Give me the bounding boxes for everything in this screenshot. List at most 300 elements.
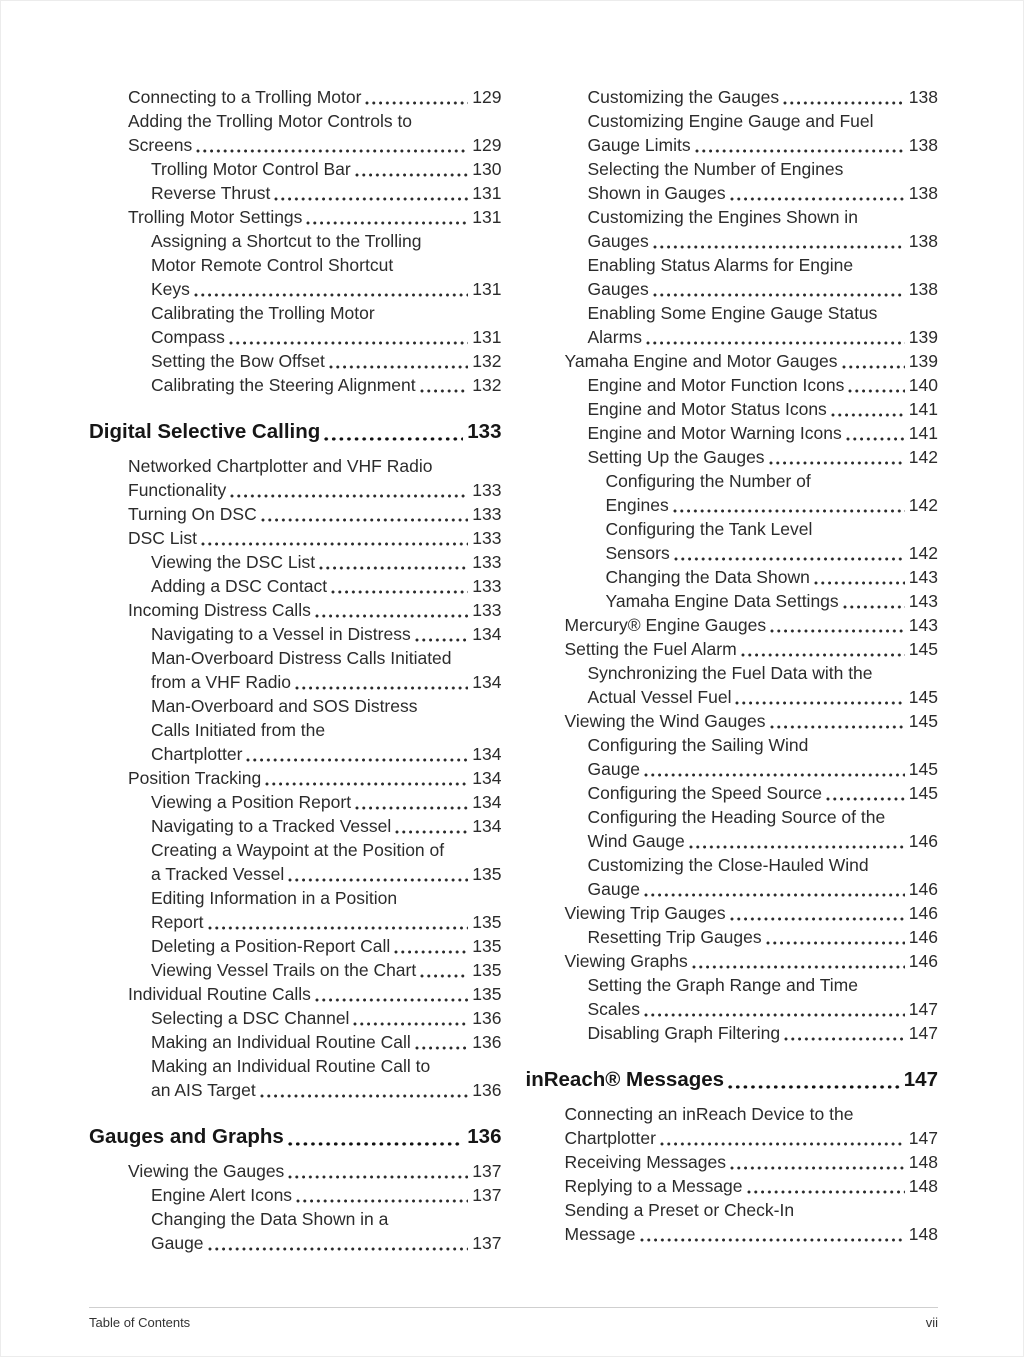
toc-entry-title: Gauges and Graphs bbox=[89, 1125, 284, 1148]
toc-leader-dots bbox=[843, 605, 905, 609]
toc-entry[interactable] bbox=[526, 349, 939, 373]
toc-entry-title: Calibrating the Steering Alignment bbox=[151, 375, 416, 395]
toc-leader-dots bbox=[692, 965, 905, 969]
toc-leader-dots bbox=[353, 1022, 468, 1026]
toc-leader-dots bbox=[246, 758, 468, 762]
toc-leader-dots bbox=[296, 1199, 468, 1203]
toc-entry-last-line bbox=[565, 637, 939, 661]
toc-entry-title: Navigating to a Vessel in Distress bbox=[151, 624, 411, 644]
toc-entry[interactable] bbox=[526, 925, 939, 949]
toc-entry-line: Man-Overboard and SOS Distress bbox=[151, 696, 418, 716]
toc-entry[interactable] bbox=[89, 982, 502, 1006]
toc-page-number: 134 bbox=[472, 816, 502, 836]
toc-entry-title: Engine and Motor Function Icons bbox=[587, 375, 845, 395]
toc-entry-last-line bbox=[565, 709, 939, 733]
toc-entry-title: Configuring the Speed Source bbox=[587, 783, 822, 803]
toc-entry-last-line bbox=[151, 1231, 502, 1255]
toc-page-number: 131 bbox=[472, 279, 502, 299]
toc-entry-last-line bbox=[128, 133, 502, 157]
toc-leader-dots bbox=[261, 518, 469, 522]
toc-page-number: 135 bbox=[472, 936, 502, 956]
toc-entry-title: Functionality bbox=[128, 480, 227, 500]
toc-entry[interactable] bbox=[89, 550, 502, 574]
toc-entry[interactable] bbox=[526, 1021, 939, 1045]
toc-entry-title: Deleting a Position-Report Call bbox=[151, 936, 391, 956]
toc-leader-dots bbox=[689, 845, 905, 849]
toc-leader-dots bbox=[208, 926, 469, 930]
toc-leader-dots bbox=[644, 1013, 905, 1017]
toc-page-number: 131 bbox=[472, 183, 502, 203]
toc-entry-last-line bbox=[588, 1021, 939, 1045]
toc-entry-title: Engine and Motor Status Icons bbox=[587, 399, 827, 419]
toc-entry-last-line bbox=[588, 85, 939, 109]
toc-entry[interactable] bbox=[526, 589, 939, 613]
toc-entry-last-line bbox=[151, 862, 502, 886]
toc-entry[interactable] bbox=[89, 1159, 502, 1183]
toc-entry-line: Enabling Some Engine Gauge Status bbox=[587, 303, 878, 323]
toc-entry-last-line bbox=[151, 670, 502, 694]
toc-entry[interactable] bbox=[89, 1054, 502, 1102]
toc-entry-last-line bbox=[89, 418, 502, 445]
toc-entry-last-line bbox=[565, 1174, 939, 1198]
toc-entry-last-line bbox=[151, 349, 502, 373]
toc-entry-last-line bbox=[128, 526, 502, 550]
toc-leader-dots bbox=[769, 461, 905, 465]
footer-section-label: Table of Contents bbox=[89, 1315, 191, 1330]
toc-entry[interactable] bbox=[89, 1183, 502, 1207]
toc-page-number: 146 bbox=[908, 951, 938, 971]
toc-leader-dots bbox=[747, 1190, 905, 1194]
toc-entry-last-line bbox=[151, 958, 502, 982]
toc-page-number: 145 bbox=[908, 711, 938, 731]
toc-entry[interactable] bbox=[526, 397, 939, 421]
toc-entry[interactable] bbox=[526, 709, 939, 733]
toc-entry-title: Connecting to a Trolling Motor bbox=[128, 87, 362, 107]
toc-entry-title: from a VHF Radio bbox=[151, 672, 292, 692]
toc-entry-title: Gauges bbox=[587, 279, 649, 299]
toc-entry[interactable] bbox=[89, 181, 502, 205]
toc-entry[interactable] bbox=[89, 526, 502, 550]
toc-leader-dots bbox=[365, 101, 468, 105]
toc-entry-line: Man-Overboard Distress Calls Initiated bbox=[151, 648, 452, 668]
toc-leader-dots bbox=[420, 389, 469, 393]
toc-entry-line: Assigning a Shortcut to the Trolling bbox=[151, 231, 422, 251]
toc-section-heading[interactable] bbox=[89, 418, 502, 445]
toc-leader-dots bbox=[646, 341, 905, 345]
toc-entry-line: Motor Remote Control Shortcut bbox=[151, 255, 394, 275]
toc-page-number: 135 bbox=[472, 960, 502, 980]
toc-entry[interactable] bbox=[526, 1198, 939, 1246]
toc-entry-title: Viewing Vessel Trails on the Chart bbox=[151, 960, 417, 980]
toc-entry[interactable] bbox=[526, 373, 939, 397]
toc-entry-last-line bbox=[526, 1066, 939, 1093]
toc-page-number: 141 bbox=[908, 423, 938, 443]
toc-leader-dots bbox=[695, 149, 905, 153]
toc-entry-last-line bbox=[588, 757, 939, 781]
toc-page-number: 134 bbox=[472, 792, 502, 812]
toc-entry-last-line bbox=[588, 373, 939, 397]
toc-page-number: 133 bbox=[472, 504, 502, 524]
toc-entry-last-line bbox=[565, 613, 939, 637]
toc-page-number: 141 bbox=[908, 399, 938, 419]
toc-entry[interactable] bbox=[89, 1207, 502, 1255]
toc-entry-title: Incoming Distress Calls bbox=[128, 600, 311, 620]
toc-entry[interactable] bbox=[89, 1006, 502, 1030]
toc-entry-last-line bbox=[151, 622, 502, 646]
toc-entry-last-line bbox=[588, 877, 939, 901]
toc-entry-title: Yamaha Engine and Motor Gauges bbox=[564, 351, 838, 371]
toc-page-number: 146 bbox=[908, 879, 938, 899]
toc-entry-line: Configuring the Tank Level bbox=[605, 519, 813, 539]
toc-entry-last-line bbox=[588, 685, 939, 709]
toc-entry[interactable] bbox=[526, 613, 939, 637]
toc-entry[interactable] bbox=[526, 1150, 939, 1174]
toc-entry[interactable] bbox=[526, 469, 939, 517]
toc-entry[interactable] bbox=[89, 598, 502, 622]
toc-entry[interactable] bbox=[89, 838, 502, 886]
toc-entry-last-line bbox=[565, 949, 939, 973]
toc-entry-title: Setting Up the Gauges bbox=[587, 447, 765, 467]
toc-leader-dots bbox=[784, 1037, 905, 1041]
toc-entry-last-line bbox=[588, 781, 939, 805]
toc-entry-last-line bbox=[151, 157, 502, 181]
toc-page-number: 148 bbox=[908, 1176, 938, 1196]
toc-entry[interactable] bbox=[89, 622, 502, 646]
toc-entry[interactable] bbox=[89, 766, 502, 790]
toc-entry-line: Customizing the Engines Shown in bbox=[587, 207, 858, 227]
toc-leader-dots bbox=[766, 941, 905, 945]
toc-leader-dots bbox=[194, 293, 468, 297]
toc-leader-dots bbox=[196, 149, 468, 153]
toc-entry[interactable] bbox=[89, 349, 502, 373]
toc-page-number: 143 bbox=[908, 567, 938, 587]
toc-entry[interactable] bbox=[526, 901, 939, 925]
toc-page-number: 130 bbox=[472, 159, 502, 179]
toc-entry-line: Configuring the Number of bbox=[605, 471, 811, 491]
toc-page-number: 133 bbox=[472, 552, 502, 572]
toc-entry[interactable] bbox=[526, 733, 939, 781]
toc-leader-dots bbox=[324, 437, 463, 442]
toc-entry-line: Calls Initiated from the bbox=[151, 720, 326, 740]
toc-page-number: 131 bbox=[472, 327, 502, 347]
toc-page-number: 138 bbox=[908, 135, 938, 155]
toc-entry[interactable] bbox=[526, 445, 939, 469]
toc-entry[interactable] bbox=[89, 934, 502, 958]
toc-leader-dots bbox=[660, 1142, 905, 1146]
toc-leader-dots bbox=[728, 1085, 900, 1090]
toc-entry-title: Turning On DSC bbox=[128, 504, 257, 524]
toc-entry[interactable] bbox=[526, 85, 939, 109]
toc-page-number: 137 bbox=[472, 1233, 502, 1253]
toc-entry-title: Viewing a Position Report bbox=[151, 792, 352, 812]
toc-page-number: 147 bbox=[908, 1128, 938, 1148]
toc-entry-last-line bbox=[588, 277, 939, 301]
toc-leader-dots bbox=[741, 653, 905, 657]
toc-entry-last-line bbox=[151, 814, 502, 838]
toc-leader-dots bbox=[265, 782, 468, 786]
toc-entry-last-line bbox=[151, 550, 502, 574]
toc-entry[interactable] bbox=[89, 1030, 502, 1054]
toc-section-heading[interactable] bbox=[89, 1123, 502, 1150]
toc-entry[interactable] bbox=[526, 973, 939, 1021]
toc-entry[interactable] bbox=[526, 1102, 939, 1150]
toc-page-number: 147 bbox=[908, 999, 938, 1019]
toc-entry-last-line bbox=[588, 133, 939, 157]
toc-page-number: 138 bbox=[908, 279, 938, 299]
toc-entry[interactable] bbox=[526, 637, 939, 661]
toc-leader-dots bbox=[319, 566, 468, 570]
toc-entry[interactable] bbox=[526, 301, 939, 349]
toc-leader-dots bbox=[394, 950, 468, 954]
toc-entry-title: Mercury® Engine Gauges bbox=[564, 615, 767, 635]
toc-entry[interactable] bbox=[526, 1174, 939, 1198]
toc-entry[interactable] bbox=[89, 205, 502, 229]
toc-section-heading[interactable] bbox=[526, 1066, 939, 1093]
toc-page-number: 131 bbox=[472, 207, 502, 227]
toc-page-number: 129 bbox=[472, 135, 502, 155]
toc-entry-last-line bbox=[128, 85, 502, 109]
toc-entry-title: Trolling Motor Settings bbox=[128, 207, 303, 227]
toc-entry[interactable] bbox=[526, 157, 939, 205]
toc-leader-dots bbox=[644, 773, 905, 777]
toc-page-number: 133 bbox=[472, 576, 502, 596]
toc-entry[interactable] bbox=[89, 454, 502, 502]
toc-entry-last-line bbox=[588, 325, 939, 349]
toc-entry-title: Wind Gauge bbox=[587, 831, 685, 851]
toc-entry-line: Sending a Preset or Check-In bbox=[564, 1200, 795, 1220]
toc-entry-title: Compass bbox=[151, 327, 225, 347]
toc-page-number: 134 bbox=[472, 744, 502, 764]
toc-entry-last-line bbox=[151, 1078, 502, 1102]
toc-entry-title: Reverse Thrust bbox=[151, 183, 271, 203]
toc-entry[interactable] bbox=[526, 949, 939, 973]
toc-entry-title: Making an Individual Routine Call bbox=[151, 1032, 411, 1052]
toc-entry-title: Sensors bbox=[605, 543, 670, 563]
toc-page-number: 143 bbox=[908, 615, 938, 635]
toc-page-number: 134 bbox=[472, 624, 502, 644]
toc-entry-last-line bbox=[128, 982, 502, 1006]
table-of-contents bbox=[89, 85, 938, 1255]
toc-page-number: 147 bbox=[908, 1023, 938, 1043]
toc-entry-last-line bbox=[151, 574, 502, 598]
toc-entry-line: Calibrating the Trolling Motor bbox=[151, 303, 375, 323]
toc-page-number: 146 bbox=[908, 927, 938, 947]
toc-entry-title: Actual Vessel Fuel bbox=[587, 687, 732, 707]
toc-entry-last-line bbox=[151, 910, 502, 934]
toc-entry[interactable] bbox=[89, 157, 502, 181]
toc-page-number: 139 bbox=[908, 327, 938, 347]
toc-page-number: 138 bbox=[908, 87, 938, 107]
toc-entry-line: Configuring the Heading Source of the bbox=[587, 807, 886, 827]
toc-entry-title: Setting the Bow Offset bbox=[151, 351, 325, 371]
toc-entry-title: Viewing Graphs bbox=[564, 951, 688, 971]
toc-leader-dots bbox=[274, 197, 468, 201]
toc-entry[interactable] bbox=[89, 502, 502, 526]
toc-column-right bbox=[526, 85, 939, 1246]
toc-leader-dots bbox=[415, 638, 469, 642]
toc-leader-dots bbox=[315, 614, 468, 618]
toc-entry-last-line bbox=[588, 829, 939, 853]
toc-page-number: 139 bbox=[908, 351, 938, 371]
toc-entry-last-line bbox=[151, 181, 502, 205]
toc-page-number: 148 bbox=[908, 1224, 938, 1244]
toc-entry-line: Enabling Status Alarms for Engine bbox=[587, 255, 854, 275]
toc-leader-dots bbox=[208, 1247, 469, 1251]
toc-page-number: 137 bbox=[472, 1185, 502, 1205]
toc-entry[interactable] bbox=[89, 694, 502, 766]
toc-leader-dots bbox=[653, 245, 905, 249]
toc-entry-title: Scales bbox=[587, 999, 641, 1019]
toc-page-number: 135 bbox=[472, 864, 502, 884]
toc-entry-title: Digital Selective Calling bbox=[89, 420, 321, 443]
toc-entry-line: Customizing the Close-Hauled Wind bbox=[587, 855, 869, 875]
toc-entry-title: inReach® Messages bbox=[525, 1068, 725, 1091]
toc-entry[interactable] bbox=[526, 109, 939, 157]
toc-leader-dots bbox=[673, 509, 905, 513]
toc-entry[interactable] bbox=[89, 301, 502, 349]
toc-leader-dots bbox=[395, 830, 468, 834]
toc-entry-title: Changing the Data Shown bbox=[605, 567, 810, 587]
toc-leader-dots bbox=[826, 797, 905, 801]
toc-entry-line: Editing Information in a Position bbox=[151, 888, 398, 908]
toc-entry-last-line bbox=[588, 229, 939, 253]
toc-entry[interactable] bbox=[89, 790, 502, 814]
toc-entry-line: Changing the Data Shown in a bbox=[151, 1209, 389, 1229]
toc-entry[interactable] bbox=[89, 574, 502, 598]
toc-entry-title: Receiving Messages bbox=[564, 1152, 726, 1172]
toc-entry-last-line bbox=[151, 373, 502, 397]
toc-page-number: 146 bbox=[908, 831, 938, 851]
toc-page-number: 137 bbox=[472, 1161, 502, 1181]
toc-page-number: 133 bbox=[472, 600, 502, 620]
toc-entry-title: Chartplotter bbox=[564, 1128, 656, 1148]
toc-entry-title: Keys bbox=[151, 279, 190, 299]
toc-leader-dots bbox=[814, 581, 905, 585]
toc-entry-title: DSC List bbox=[128, 528, 198, 548]
toc-entry[interactable] bbox=[526, 421, 939, 445]
toc-page-number: 133 bbox=[467, 420, 502, 443]
toc-entry-line: Configuring the Sailing Wind bbox=[587, 735, 809, 755]
toc-entry-title: Position Tracking bbox=[128, 768, 262, 788]
toc-entry-line: Customizing Engine Gauge and Fuel bbox=[587, 111, 874, 131]
toc-entry[interactable] bbox=[526, 205, 939, 253]
toc-entry-title: Resetting Trip Gauges bbox=[587, 927, 762, 947]
toc-entry[interactable] bbox=[526, 853, 939, 901]
toc-entry-line: Making an Individual Routine Call to bbox=[151, 1056, 431, 1076]
toc-entry-last-line bbox=[588, 421, 939, 445]
toc-entry-line: Setting the Graph Range and Time bbox=[587, 975, 858, 995]
toc-entry[interactable] bbox=[526, 661, 939, 709]
toc-leader-dots bbox=[674, 557, 905, 561]
toc-entry[interactable] bbox=[89, 229, 502, 301]
toc-page-number: 136 bbox=[472, 1032, 502, 1052]
toc-leader-dots bbox=[640, 1238, 905, 1242]
toc-entry-title: Report bbox=[151, 912, 204, 932]
toc-entry[interactable] bbox=[526, 253, 939, 301]
toc-page-number: 136 bbox=[467, 1125, 502, 1148]
toc-leader-dots bbox=[306, 221, 468, 225]
toc-entry-title: Engines bbox=[605, 495, 669, 515]
toc-entry[interactable] bbox=[526, 781, 939, 805]
toc-entry[interactable] bbox=[89, 886, 502, 934]
toc-leader-dots bbox=[420, 974, 468, 978]
toc-entry[interactable] bbox=[89, 85, 502, 109]
toc-entry[interactable] bbox=[526, 517, 939, 565]
toc-entry-title: Engine and Motor Warning Icons bbox=[587, 423, 842, 443]
toc-entry-title: Setting the Fuel Alarm bbox=[564, 639, 737, 659]
toc-entry-last-line bbox=[128, 766, 502, 790]
toc-leader-dots bbox=[644, 893, 905, 897]
toc-page-number: 132 bbox=[472, 375, 502, 395]
toc-entry-last-line bbox=[151, 790, 502, 814]
toc-entry-last-line bbox=[588, 997, 939, 1021]
toc-entry-title: Message bbox=[564, 1224, 636, 1244]
toc-entry-title: Selecting a DSC Channel bbox=[151, 1008, 350, 1028]
toc-entry-last-line bbox=[128, 502, 502, 526]
toc-entry-last-line bbox=[565, 901, 939, 925]
toc-leader-dots bbox=[831, 413, 905, 417]
toc-entry[interactable] bbox=[89, 814, 502, 838]
toc-leader-dots bbox=[730, 1166, 905, 1170]
toc-entry-last-line bbox=[128, 598, 502, 622]
toc-leader-dots bbox=[846, 437, 905, 441]
toc-page-number: 133 bbox=[472, 528, 502, 548]
toc-entry-title: Shown in Gauges bbox=[587, 183, 726, 203]
toc-page-number: 134 bbox=[472, 672, 502, 692]
toc-entry[interactable] bbox=[526, 805, 939, 853]
toc-entry-last-line bbox=[151, 934, 502, 958]
toc-entry-line: Selecting the Number of Engines bbox=[587, 159, 844, 179]
toc-page-number: 147 bbox=[903, 1068, 938, 1091]
toc-page-number: 134 bbox=[472, 768, 502, 788]
toc-entry-title: Gauge bbox=[587, 879, 641, 899]
toc-entry-title: Viewing the Wind Gauges bbox=[564, 711, 766, 731]
toc-entry-line: Creating a Waypoint at the Position of bbox=[151, 840, 445, 860]
toc-page-number: 142 bbox=[908, 447, 938, 467]
toc-leader-dots bbox=[415, 1046, 469, 1050]
toc-page-number: 132 bbox=[472, 351, 502, 371]
toc-entry[interactable] bbox=[89, 373, 502, 397]
toc-entry[interactable] bbox=[89, 109, 502, 157]
toc-entry-last-line bbox=[151, 1183, 502, 1207]
toc-entry-line: Connecting an inReach Device to the bbox=[564, 1104, 854, 1124]
toc-page-number: 145 bbox=[908, 759, 938, 779]
toc-entry-title: Screens bbox=[128, 135, 193, 155]
toc-page-number: 140 bbox=[908, 375, 938, 395]
toc-entry[interactable] bbox=[526, 565, 939, 589]
toc-entry-title: Gauge Limits bbox=[587, 135, 691, 155]
toc-leader-dots bbox=[770, 629, 905, 633]
toc-entry-last-line bbox=[128, 478, 502, 502]
toc-entry[interactable] bbox=[89, 646, 502, 694]
toc-leader-dots bbox=[201, 542, 468, 546]
toc-entry-title: Viewing the DSC List bbox=[151, 552, 316, 572]
toc-entry-title: Chartplotter bbox=[151, 744, 243, 764]
toc-page-number: 142 bbox=[908, 543, 938, 563]
page-footer bbox=[89, 1307, 938, 1330]
toc-page-number: 142 bbox=[908, 495, 938, 515]
toc-entry-last-line bbox=[565, 1126, 939, 1150]
toc-entry-last-line bbox=[89, 1123, 502, 1150]
toc-leader-dots bbox=[230, 494, 468, 498]
toc-leader-dots bbox=[848, 389, 904, 393]
toc-entry-title: Alarms bbox=[587, 327, 642, 347]
toc-entry-title: Viewing the Gauges bbox=[128, 1161, 285, 1181]
toc-entry-title: Disabling Graph Filtering bbox=[587, 1023, 781, 1043]
toc-entry[interactable] bbox=[89, 958, 502, 982]
toc-leader-dots bbox=[329, 365, 468, 369]
toc-entry-title: Engine Alert Icons bbox=[151, 1185, 293, 1205]
